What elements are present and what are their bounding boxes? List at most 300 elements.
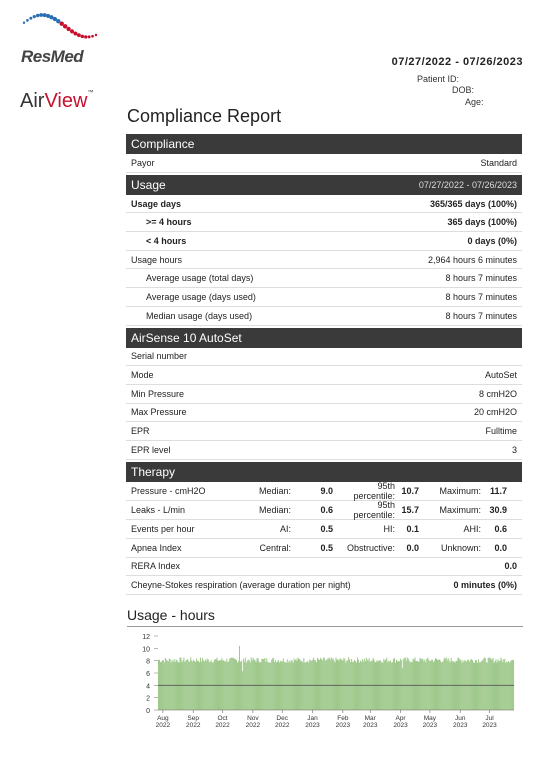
- usage-bar: [213, 663, 214, 710]
- usage-bar: [328, 658, 329, 710]
- usage-bar: [233, 658, 234, 710]
- usage-bar: [257, 658, 258, 710]
- usage-bar: [183, 658, 184, 710]
- usage-bar: [237, 663, 238, 710]
- usage-bar: [351, 659, 352, 710]
- x-tick-year: 2023: [482, 722, 497, 729]
- usage-bar: [339, 659, 340, 710]
- usage-bar: [248, 660, 249, 710]
- usage-bar: [180, 657, 181, 710]
- usage-bar: [349, 659, 350, 710]
- usage-bar: [210, 662, 211, 710]
- avg-usage-used-row: Average usage (days used) 8 hours 7 minutes: [126, 288, 522, 307]
- usage-bar: [257, 658, 258, 710]
- usage-bar: [395, 663, 396, 710]
- usage-bar: [329, 658, 330, 710]
- x-tick-year: 2023: [362, 722, 378, 729]
- usage-bar: [176, 660, 177, 710]
- usage-bar: [402, 668, 403, 710]
- usage-bar: [385, 660, 386, 710]
- usage-bar: [271, 660, 272, 710]
- x-tick-year: 2022: [155, 722, 171, 729]
- usage-bar: [181, 662, 182, 710]
- usage-under-4h-row: < 4 hours 0 days (0%): [126, 232, 522, 251]
- usage-bar: [161, 661, 162, 710]
- x-tick-month: May: [423, 715, 437, 722]
- usage-bar: [174, 659, 175, 710]
- usage-bar: [204, 662, 205, 710]
- usage-bar: [242, 671, 243, 710]
- x-tick-month: Mar: [364, 715, 376, 722]
- usage-bar: [246, 663, 247, 710]
- y-tick-label: 2: [146, 695, 150, 703]
- usage-bar: [250, 662, 251, 710]
- usage-bar: [266, 658, 267, 710]
- usage-bar: [487, 663, 488, 710]
- usage-bar: [469, 662, 470, 710]
- usage-bar: [444, 658, 445, 710]
- resmed-logo: [20, 8, 100, 51]
- usage-bar: [202, 658, 203, 710]
- compliance-header: Compliance: [126, 134, 522, 154]
- usage-bar: [225, 662, 226, 710]
- usage-bar: [294, 659, 295, 710]
- usage-bar: [463, 662, 464, 710]
- logo-dot: [29, 17, 32, 20]
- usage-bar: [279, 662, 280, 710]
- usage-bar: [318, 659, 319, 710]
- usage-bar: [486, 662, 487, 710]
- usage-days-row: Usage days 365/365 days (100%): [126, 195, 522, 214]
- usage-bar: [165, 658, 166, 710]
- usage-bar: [488, 658, 489, 710]
- logo-dot: [43, 13, 47, 17]
- logo-dot: [91, 35, 94, 38]
- usage-bar: [239, 646, 240, 710]
- usage-bar: [343, 658, 344, 710]
- usage-bar: [205, 659, 206, 710]
- events-row: Events per hour AI: 0.5 HI: 0.1 AHI: 0.6: [126, 520, 522, 539]
- usage-over-4h-row: >= 4 hours 365 days (100%): [126, 213, 522, 232]
- usage-bar: [392, 662, 393, 710]
- usage-bar: [357, 657, 358, 710]
- usage-bar: [446, 658, 447, 710]
- usage-bar: [212, 662, 213, 710]
- y-tick-label: 10: [142, 646, 150, 654]
- usage-bar: [495, 659, 496, 710]
- usage-bar: [497, 659, 498, 710]
- usage-bar: [189, 662, 190, 710]
- usage-bar: [332, 659, 333, 710]
- usage-bar: [201, 662, 202, 710]
- usage-bar: [348, 657, 349, 710]
- usage-bar: [169, 658, 170, 710]
- usage-bar: [436, 659, 437, 710]
- x-tick-month: Jun: [454, 715, 466, 722]
- usage-bar: [421, 658, 422, 710]
- min-pressure-row: Min Pressure 8 cmH2O: [126, 385, 522, 404]
- usage-bar: [281, 662, 282, 710]
- chart-title-divider: [127, 626, 523, 627]
- usage-bar: [408, 658, 409, 710]
- usage-bar: [302, 662, 303, 710]
- usage-bar: [450, 662, 451, 710]
- usage-bar: [196, 659, 197, 710]
- usage-bar: [364, 659, 365, 710]
- logo-dot: [88, 35, 91, 38]
- usage-bar: [344, 659, 345, 710]
- usage-header: Usage 07/27/2022 - 07/26/2023: [126, 175, 522, 195]
- usage-bar: [382, 662, 383, 710]
- usage-bar: [297, 658, 298, 710]
- usage-bar: [308, 663, 309, 710]
- report-body: [126, 132, 522, 595]
- x-tick-year: 2023: [393, 722, 408, 729]
- usage-bar: [489, 657, 490, 710]
- usage-bar: [283, 658, 284, 710]
- usage-bar: [400, 659, 401, 710]
- usage-bar: [335, 662, 336, 710]
- usage-bar: [208, 659, 209, 710]
- x-tick-month: Aug: [157, 715, 169, 722]
- usage-bar: [303, 658, 304, 710]
- brand-name: ResMed: [21, 47, 84, 66]
- usage-bar: [267, 662, 268, 710]
- usage-bar: [200, 658, 201, 710]
- usage-bar: [193, 660, 194, 710]
- usage-bar: [333, 658, 334, 710]
- usage-bar: [254, 660, 255, 710]
- usage-bar: [389, 662, 390, 710]
- therapy-header: Therapy: [126, 462, 522, 482]
- usage-bar: [394, 658, 395, 710]
- y-tick-label: 12: [142, 634, 150, 641]
- logo-dot: [23, 22, 25, 24]
- x-tick-month: Nov: [247, 715, 259, 722]
- usage-bar: [359, 663, 360, 710]
- usage-bar: [164, 662, 165, 710]
- usage-bar: [431, 660, 432, 710]
- usage-bar: [455, 663, 456, 710]
- usage-bar: [381, 663, 382, 710]
- logo-dot: [77, 33, 81, 37]
- usage-bar: [504, 659, 505, 710]
- usage-bar: [340, 658, 341, 710]
- usage-bar: [426, 659, 427, 710]
- usage-bar: [288, 662, 289, 710]
- chart-title: Usage - hours: [127, 607, 215, 623]
- x-tick-month: Feb: [337, 715, 349, 722]
- usage-bar: [356, 663, 357, 710]
- usage-bar: [505, 663, 506, 710]
- logo-dot: [70, 29, 74, 33]
- logo-dot: [81, 35, 85, 39]
- usage-bar: [272, 658, 273, 710]
- usage-bar: [386, 658, 387, 710]
- usage-bar: [509, 663, 510, 710]
- usage-bar: [336, 657, 337, 710]
- usage-bar: [413, 659, 414, 710]
- usage-bar: [259, 663, 260, 710]
- usage-bar: [251, 657, 252, 710]
- usage-bar: [393, 659, 394, 710]
- patient-id-label: Patient ID:: [417, 74, 460, 84]
- usage-bar: [361, 662, 362, 710]
- usage-bar: [187, 659, 188, 710]
- usage-bar: [419, 658, 420, 710]
- usage-bar: [403, 659, 404, 710]
- y-tick-label: 0: [146, 708, 150, 715]
- usage-bar: [327, 659, 328, 710]
- usage-bar: [313, 658, 314, 710]
- usage-bar: [179, 658, 180, 710]
- x-tick-month: Sep: [187, 715, 199, 722]
- usage-bar: [501, 660, 502, 710]
- usage-bar: [362, 659, 363, 710]
- usage-bar: [305, 662, 306, 710]
- usage-bar: [166, 660, 167, 710]
- rera-row: RERA Index 0.0: [126, 558, 522, 577]
- usage-bar: [415, 657, 416, 710]
- usage-bar: [466, 661, 467, 710]
- usage-bar: [261, 659, 262, 710]
- usage-bar: [500, 658, 501, 710]
- resmed-wave-icon: [20, 8, 100, 46]
- usage-bar: [490, 658, 491, 710]
- usage-bar: [483, 659, 484, 710]
- usage-bar: [458, 658, 459, 710]
- usage-bar: [306, 662, 307, 710]
- usage-bar: [232, 658, 233, 710]
- usage-bar: [263, 659, 264, 710]
- x-tick-year: 2023: [305, 722, 320, 729]
- usage-bar: [367, 659, 368, 710]
- x-tick-month: Jul: [485, 715, 494, 722]
- usage-bar: [427, 657, 428, 710]
- usage-bar: [441, 662, 442, 710]
- usage-bar: [470, 660, 471, 710]
- usage-bar: [369, 658, 370, 710]
- usage-bar: [396, 660, 397, 710]
- usage-bar: [317, 658, 318, 710]
- usage-bar: [424, 660, 425, 710]
- usage-bar: [474, 663, 475, 710]
- usage-bar: [323, 657, 324, 710]
- usage-bar: [230, 658, 231, 710]
- usage-bar: [160, 662, 161, 710]
- usage-bar: [353, 662, 354, 710]
- usage-bar: [178, 663, 179, 710]
- payor-row: Payor Standard: [126, 154, 522, 173]
- usage-bar: [296, 659, 297, 710]
- usage-bar: [484, 657, 485, 710]
- usage-bar: [383, 659, 384, 710]
- report-date-range: 07/27/2022 - 07/26/2023: [391, 56, 523, 68]
- usage-bar: [468, 660, 469, 710]
- usage-bar: [217, 658, 218, 710]
- usage-bar: [418, 662, 419, 710]
- usage-bar: [337, 659, 338, 710]
- median-usage-row: Median usage (days used) 8 hours 7 minutes: [126, 307, 522, 326]
- usage-bar: [345, 663, 346, 710]
- usage-bar: [298, 659, 299, 710]
- usage-bar: [171, 662, 172, 710]
- usage-bar: [479, 662, 480, 710]
- x-tick-year: 2022: [215, 722, 230, 729]
- usage-bar: [477, 663, 478, 710]
- usage-bar: [459, 659, 460, 710]
- x-tick-month: Oct: [217, 715, 228, 722]
- x-tick-year: 2023: [335, 722, 351, 729]
- usage-bar: [496, 662, 497, 710]
- usage-bar: [236, 660, 237, 710]
- pressure-row: Pressure - cmH2O Median: 9.0 95th percentile: 10.7 Maximum: 11.7: [126, 482, 522, 501]
- max-pressure-row: Max Pressure 20 cmH2O: [126, 404, 522, 423]
- usage-bar: [245, 658, 246, 710]
- usage-bar: [234, 659, 235, 710]
- logo-dot: [39, 13, 43, 17]
- device-header: AirSense 10 AutoSet: [126, 328, 522, 348]
- usage-bar: [178, 662, 179, 710]
- leaks-row: Leaks - L/min Median: 0.6 95th percentile: 15.7 Maximum: 30.9: [126, 501, 522, 520]
- usage-bar: [387, 662, 388, 710]
- usage-bar: [331, 657, 332, 710]
- usage-bar: [366, 658, 367, 710]
- usage-bar: [264, 658, 265, 710]
- usage-bar: [284, 662, 285, 710]
- epr-row: EPR Fulltime: [126, 422, 522, 441]
- usage-bar: [352, 662, 353, 710]
- logo-dot: [84, 35, 87, 38]
- usage-bar: [432, 660, 433, 710]
- usage-bar: [445, 659, 446, 710]
- epr-level-row: EPR level 3: [126, 441, 522, 460]
- usage-bar: [330, 660, 331, 710]
- usage-bar: [299, 659, 300, 710]
- apnea-index-row: Apnea Index Central: 0.5 Obstructive: 0.0 Unknown: 0.0: [126, 539, 522, 558]
- usage-bar: [404, 658, 405, 710]
- usage-bar: [293, 663, 294, 710]
- x-tick-month: Apr: [395, 715, 406, 722]
- usage-bar: [502, 662, 503, 710]
- y-tick-label: 4: [146, 683, 150, 691]
- usage-bar: [235, 659, 236, 710]
- x-tick-year: 2023: [452, 722, 468, 729]
- usage-bar: [262, 659, 263, 710]
- usage-bar: [175, 662, 176, 710]
- usage-bar: [184, 662, 185, 710]
- usage-bar: [260, 662, 261, 710]
- age-label: Age:: [465, 97, 484, 107]
- usage-bar: [374, 660, 375, 710]
- usage-bar: [457, 657, 458, 710]
- usage-bar: [448, 658, 449, 710]
- usage-bar: [273, 658, 274, 710]
- usage-bar: [373, 658, 374, 710]
- usage-bar: [229, 659, 230, 710]
- usage-bar: [428, 659, 429, 710]
- usage-bar: [221, 658, 222, 710]
- usage-bar: [350, 662, 351, 710]
- usage-bar: [216, 659, 217, 710]
- usage-bar: [412, 662, 413, 710]
- x-tick-year: 2023: [422, 722, 438, 729]
- logo-dot: [66, 27, 70, 31]
- usage-bar: [480, 662, 481, 710]
- usage-bar: [454, 661, 455, 710]
- usage-bar: [274, 662, 275, 710]
- usage-bar: [253, 658, 254, 710]
- usage-bar: [190, 657, 191, 710]
- x-tick-year: 2022: [185, 722, 201, 729]
- logo-dot: [33, 15, 36, 18]
- usage-bar: [451, 658, 452, 710]
- usage-bar: [312, 660, 313, 710]
- usage-bar: [407, 658, 408, 710]
- usage-bar: [494, 663, 495, 710]
- usage-bar: [491, 659, 492, 710]
- usage-bar: [304, 662, 305, 710]
- usage-bar: [478, 659, 479, 710]
- usage-bar: [439, 659, 440, 710]
- usage-bar: [321, 659, 322, 710]
- usage-bar: [391, 663, 392, 710]
- y-tick-label: 6: [146, 671, 150, 678]
- dob-label: DOB:: [452, 85, 475, 95]
- usage-hours-chart: [126, 630, 522, 748]
- usage-bar: [243, 659, 244, 710]
- usage-bar: [226, 659, 227, 710]
- usage-bar: [376, 662, 377, 710]
- logo-dot: [26, 19, 29, 22]
- usage-bar: [363, 662, 364, 710]
- usage-hours-row: Usage hours 2,964 hours 6 minutes: [126, 251, 522, 270]
- mode-row: Mode AutoSet: [126, 366, 522, 385]
- csr-row: Cheyne-Stokes respiration (average duration per night) 0 minutes (0%): [126, 576, 522, 595]
- usage-bar: [286, 663, 287, 710]
- logo-dot: [73, 32, 77, 36]
- usage-bar: [215, 659, 216, 710]
- usage-bar: [473, 662, 474, 710]
- usage-bar: [420, 659, 421, 710]
- usage-bar: [285, 662, 286, 710]
- usage-bar: [336, 660, 337, 710]
- usage-bar: [186, 660, 187, 710]
- usage-bar: [433, 662, 434, 710]
- x-tick-month: Jan: [307, 715, 318, 722]
- usage-bar: [422, 659, 423, 710]
- usage-bar: [270, 663, 271, 710]
- usage-bar: [435, 658, 436, 710]
- usage-bar: [231, 657, 232, 710]
- usage-bar: [461, 663, 462, 710]
- usage-bar: [503, 659, 504, 710]
- usage-bar: [507, 662, 508, 710]
- usage-bar: [375, 662, 376, 710]
- airview-logo: AirView™: [20, 90, 94, 112]
- serial-row: Serial number: [126, 348, 522, 367]
- usage-bar: [192, 662, 193, 710]
- avg-usage-total-row: Average usage (total days) 8 hours 7 minutes: [126, 269, 522, 288]
- usage-bar: [199, 662, 200, 710]
- usage-bar: [442, 662, 443, 710]
- usage-bar: [309, 659, 310, 710]
- usage-bar: [414, 660, 415, 710]
- x-tick-month: Dec: [276, 715, 288, 722]
- usage-bar: [195, 662, 196, 710]
- logo-dot: [60, 22, 64, 26]
- x-tick-year: 2022: [274, 722, 290, 729]
